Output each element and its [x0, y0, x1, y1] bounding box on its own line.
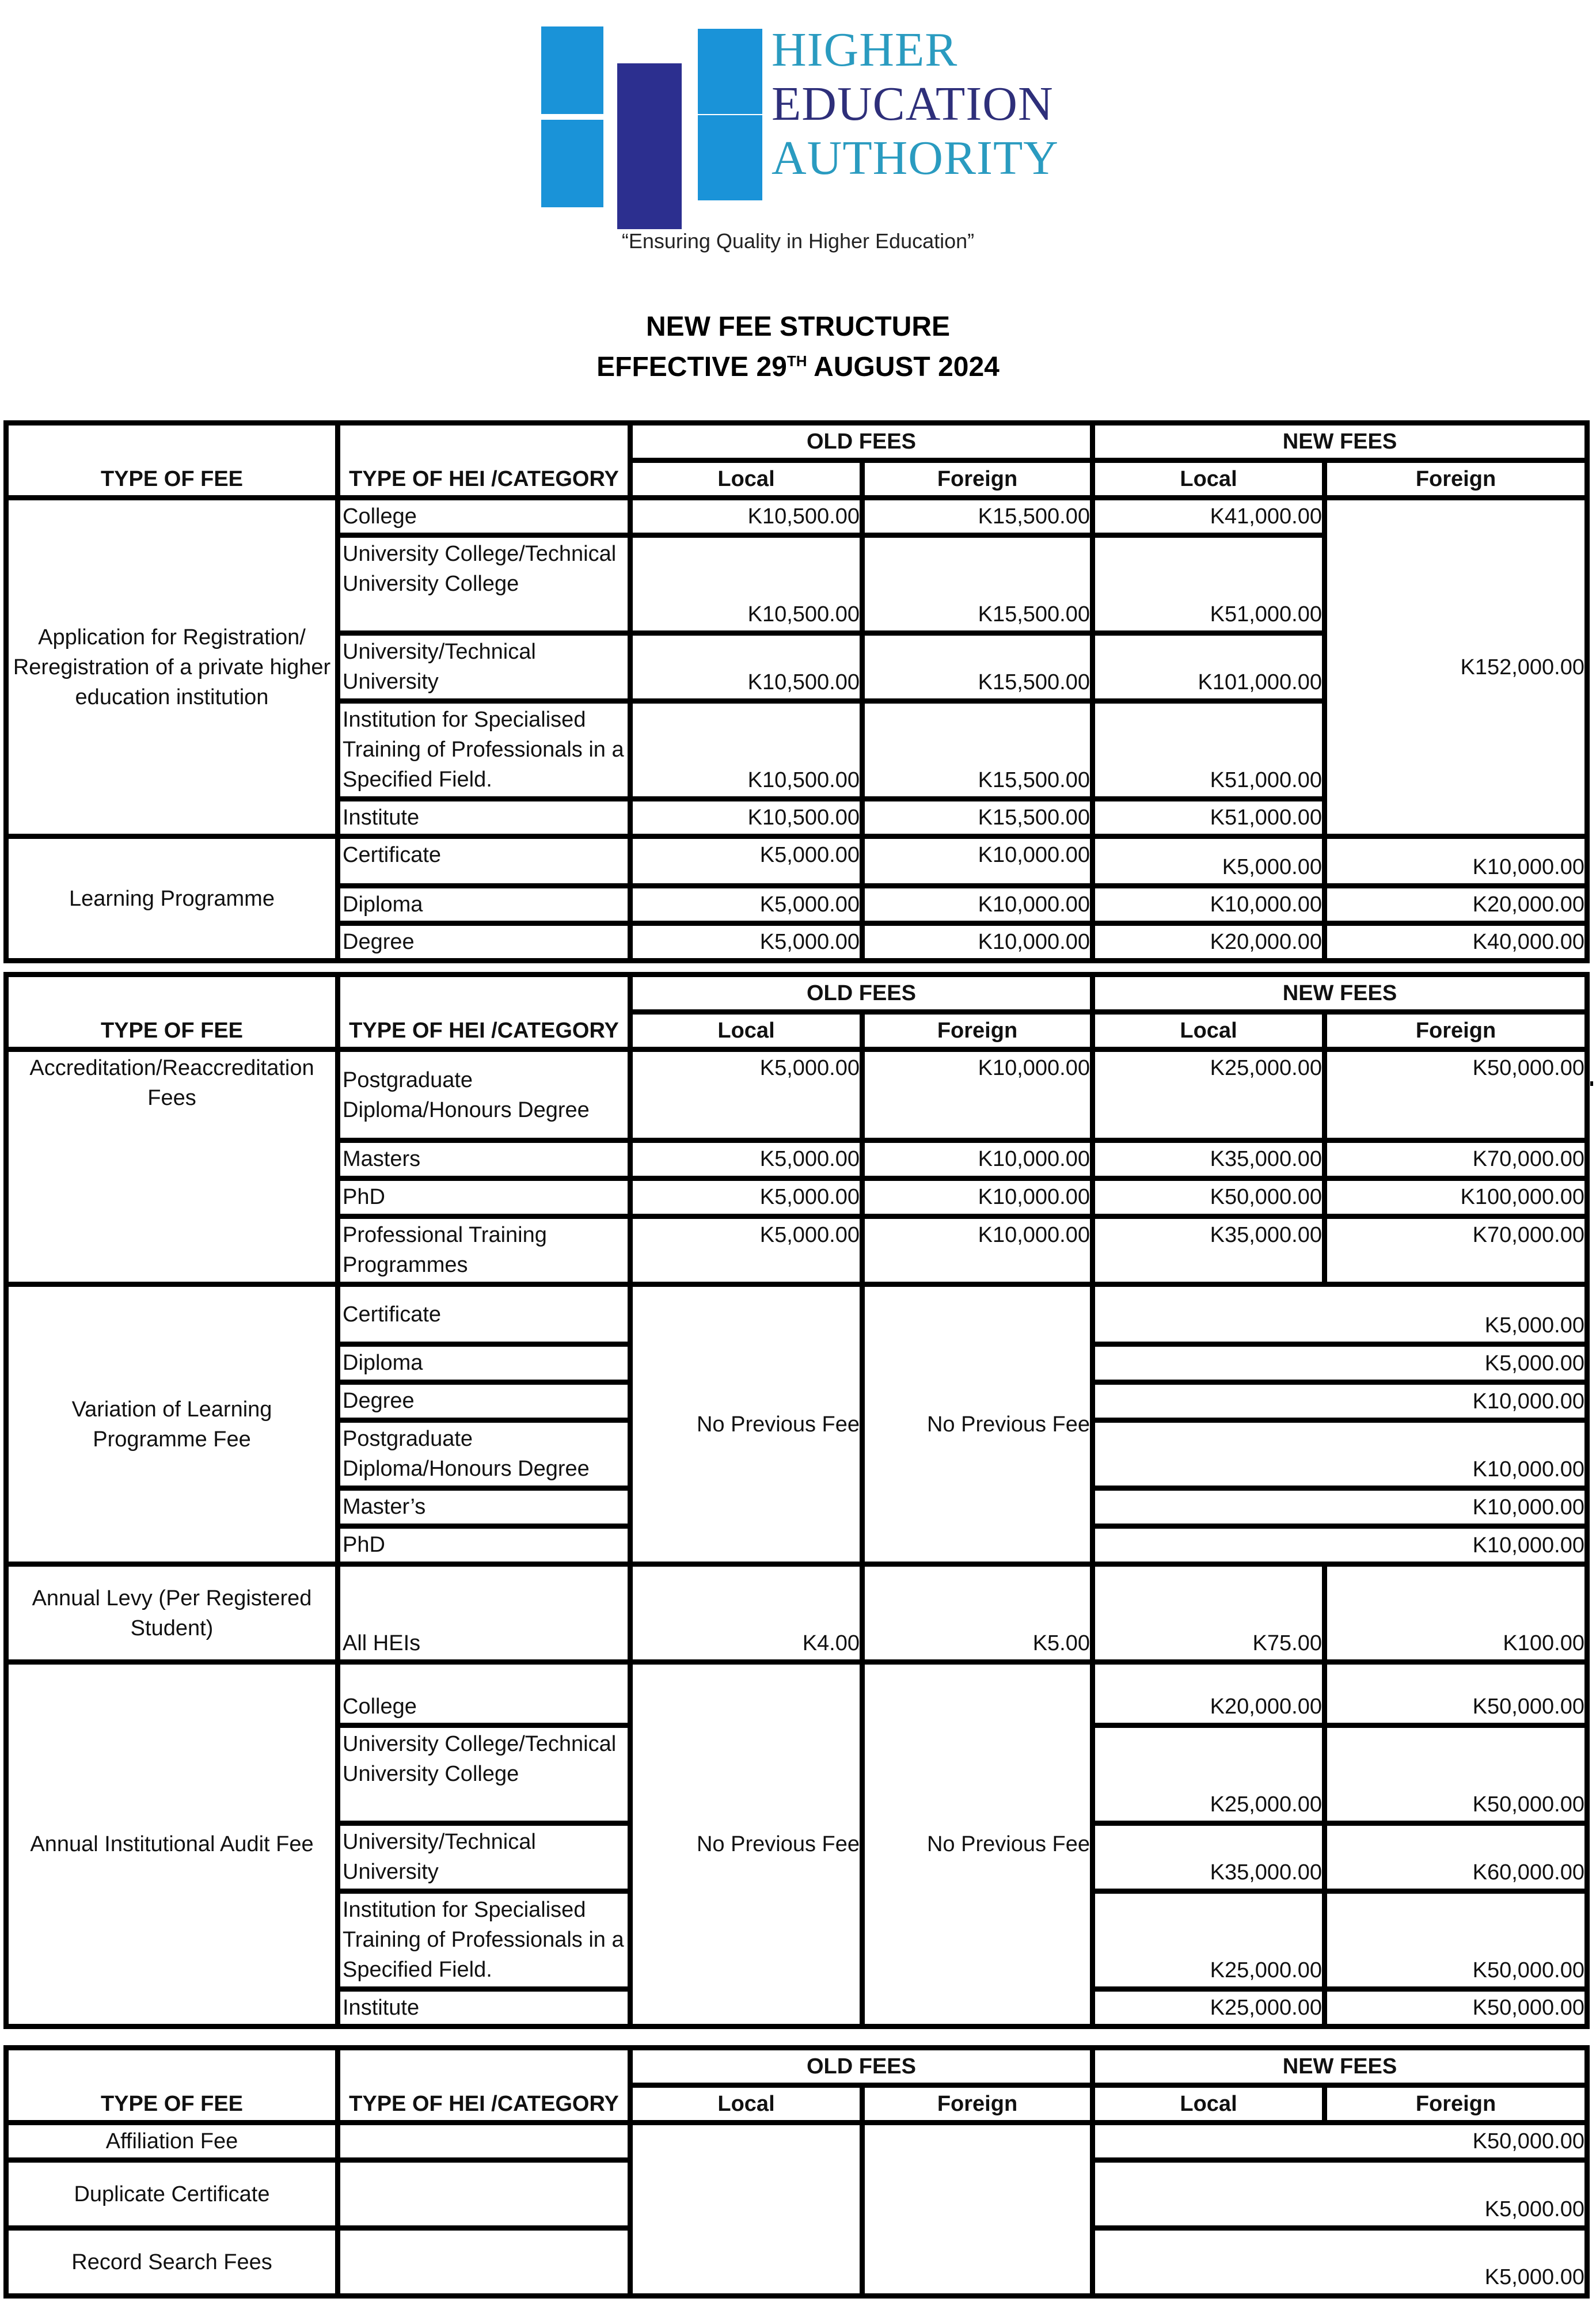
category-cell: College [338, 1662, 630, 1726]
category-cell: Institution for Specialised Training of Professionals in a Specified Field. [338, 1891, 630, 1989]
category-cell: Masters [338, 1141, 630, 1179]
header-old-fees: OLD FEES [630, 975, 1093, 1012]
new-fee: K5,000.00 [1093, 1344, 1587, 1382]
new-local-fee: K35,000.00 [1093, 1217, 1325, 1285]
header-new-fees: NEW FEES [1093, 975, 1587, 1012]
header-old-foreign: Foreign [862, 2085, 1093, 2123]
new-foreign-fee: K100,000.00 [1325, 1179, 1587, 1217]
old-local-fee: K5,000.00 [630, 1217, 862, 1285]
page-title: NEW FEE STRUCTURE [646, 311, 950, 342]
new-local-fee: K20,000.00 [1093, 924, 1325, 961]
category-cell: Institution for Specialised Training of Professionals in a Specified Field. [338, 701, 630, 799]
old-foreign-fee: K10,000.00 [862, 837, 1093, 886]
fee-type-variation: Variation of Learning Programme Fee [6, 1285, 338, 1564]
new-foreign-fee: K40,000.00 [1325, 924, 1587, 961]
new-foreign-fee: K20,000.00 [1325, 886, 1587, 924]
effective-date-prefix: EFFECTIVE 29 [596, 352, 787, 382]
new-foreign-fee: K50,000.00 [1325, 1662, 1587, 1726]
header-old-local: Local [630, 2085, 862, 2123]
category-cell: Certificate [338, 1285, 630, 1344]
header-row-groups [6, 423, 1587, 461]
new-local-fee: K35,000.00 [1093, 1823, 1325, 1891]
old-foreign-fee [862, 2123, 1093, 2296]
new-local-fee: K25,000.00 [1093, 1891, 1325, 1989]
fee-table-accreditation [3, 972, 1590, 2029]
old-local-fee: K5,000.00 [630, 1141, 862, 1179]
stray-mark [1590, 1081, 1593, 1086]
old-local-fee: K10,500.00 [630, 633, 862, 701]
hea-logo [541, 23, 1082, 207]
category-cell: University College/Technical University College [338, 535, 630, 633]
new-foreign-fee: K70,000.00 [1325, 1217, 1587, 1285]
category-cell: Institute [338, 1989, 630, 2027]
old-local-fee: K10,500.00 [630, 535, 862, 633]
new-fee: K5,000.00 [1093, 1285, 1587, 1344]
logo-square-icon [617, 138, 682, 229]
category-cell: Certificate [338, 837, 630, 886]
category-cell: Institute [338, 799, 630, 837]
fee-type-learning-programme: Learning Programme [6, 837, 338, 961]
fee-type-affiliation: Affiliation Fee [6, 2123, 338, 2160]
category-cell [338, 2160, 630, 2228]
old-foreign-fee: No Previous Fee [862, 1662, 1093, 2027]
header-new-foreign: Foreign [1325, 461, 1587, 498]
old-local-fee: K10,500.00 [630, 799, 862, 837]
new-fee: K10,000.00 [1093, 1420, 1587, 1488]
new-local-fee: K20,000.00 [1093, 1662, 1325, 1726]
header-type-of-hei: TYPE OF HEI /CATEGORY [338, 975, 630, 1050]
table-row [6, 837, 1587, 886]
header-new-fees: NEW FEES [1093, 2048, 1587, 2085]
table-row [6, 498, 1587, 535]
tagline: “Ensuring Quality in Higher Education” [621, 229, 975, 253]
new-foreign-fee: K50,000.00 [1325, 1050, 1587, 1141]
new-local-fee: K25,000.00 [1093, 1989, 1325, 2027]
category-cell: Diploma [338, 886, 630, 924]
new-local-fee: K50,000.00 [1093, 1179, 1325, 1217]
logo-square-icon [698, 115, 762, 200]
fee-type-record-search: Record Search Fees [6, 2228, 338, 2296]
old-local-fee: K4.00 [630, 1564, 862, 1662]
table-row [6, 1662, 1587, 1726]
old-foreign-fee: K15,500.00 [862, 535, 1093, 633]
category-cell: Postgraduate Diploma/Honours Degree [338, 1050, 630, 1141]
header-row-groups [6, 975, 1587, 1012]
fee-type-annual-levy: Annual Levy (Per Registered Student) [6, 1564, 338, 1662]
old-local-fee: K5,000.00 [630, 1179, 862, 1217]
old-local-fee [630, 2123, 862, 2296]
category-cell: Degree [338, 1382, 630, 1420]
old-foreign-fee: K10,000.00 [862, 1217, 1093, 1285]
header-new-local: Local [1093, 1012, 1325, 1050]
old-foreign-fee: K15,500.00 [862, 799, 1093, 837]
category-cell: PhD [338, 1179, 630, 1217]
old-local-fee: K10,500.00 [630, 498, 862, 535]
header-type-of-hei: TYPE OF HEI /CATEGORY [338, 423, 630, 498]
new-foreign-fee-registration: K152,000.00 [1325, 498, 1587, 837]
new-fee: K10,000.00 [1093, 1382, 1587, 1420]
new-foreign-fee: K100.00 [1325, 1564, 1587, 1662]
old-foreign-fee: K10,000.00 [862, 924, 1093, 961]
new-foreign-fee: K50,000.00 [1325, 1891, 1587, 1989]
logo-line-3: AUTHORITY [772, 131, 1059, 185]
old-foreign-fee: K10,000.00 [862, 1141, 1093, 1179]
header-new-fees: NEW FEES [1093, 423, 1587, 461]
category-cell [338, 2123, 630, 2160]
logo-square-icon [698, 29, 762, 114]
header-new-foreign: Foreign [1325, 1012, 1587, 1050]
new-local-fee: K10,000.00 [1093, 886, 1325, 924]
new-local-fee: K51,000.00 [1093, 535, 1325, 633]
new-local-fee: K101,000.00 [1093, 633, 1325, 701]
category-cell: Postgraduate Diploma/Honours Degree [338, 1420, 630, 1488]
header-old-foreign: Foreign [862, 461, 1093, 498]
header-new-local: Local [1093, 461, 1325, 498]
new-fee: K10,000.00 [1093, 1526, 1587, 1564]
header-old-local: Local [630, 461, 862, 498]
new-fee: K50,000.00 [1093, 2123, 1587, 2160]
header-type-of-fee: TYPE OF FEE [6, 2048, 338, 2123]
header-type-of-hei: TYPE OF HEI /CATEGORY [338, 2048, 630, 2123]
new-foreign-fee: K50,000.00 [1325, 1989, 1587, 2027]
header-old-fees: OLD FEES [630, 423, 1093, 461]
header-type-of-fee: TYPE OF FEE [6, 975, 338, 1050]
new-local-fee: K25,000.00 [1093, 1050, 1325, 1141]
table-row [6, 1050, 1587, 1141]
old-local-fee: K10,500.00 [630, 701, 862, 799]
category-cell: University College/Technical University College [338, 1726, 630, 1823]
fee-type-audit: Annual Institutional Audit Fee [6, 1662, 338, 2027]
new-foreign-fee: K10,000.00 [1325, 837, 1587, 886]
new-fee: K5,000.00 [1093, 2228, 1587, 2296]
old-foreign-fee: K5.00 [862, 1564, 1093, 1662]
logo-line-2: EDUCATION [772, 77, 1054, 131]
header-new-foreign: Foreign [1325, 2085, 1587, 2123]
old-foreign-fee: K15,500.00 [862, 498, 1093, 535]
category-cell: Professional Training Programmes [338, 1217, 630, 1285]
category-cell: College [338, 498, 630, 535]
table-row [6, 2123, 1587, 2160]
category-cell [338, 2228, 630, 2296]
category-cell: All HEIs [338, 1564, 630, 1662]
header-old-local: Local [630, 1012, 862, 1050]
old-foreign-fee: K15,500.00 [862, 633, 1093, 701]
category-cell: PhD [338, 1526, 630, 1564]
new-local-fee: K35,000.00 [1093, 1141, 1325, 1179]
new-local-fee: K25,000.00 [1093, 1726, 1325, 1823]
new-local-fee: K51,000.00 [1093, 701, 1325, 799]
effective-date-ordinal: TH [786, 352, 807, 370]
new-foreign-fee: K60,000.00 [1325, 1823, 1587, 1891]
header-row-groups [6, 2048, 1587, 2085]
header-type-of-fee: TYPE OF FEE [6, 423, 338, 498]
table-row [6, 1285, 1587, 1344]
new-local-fee: K5,000.00 [1093, 837, 1325, 886]
old-local-fee: K5,000.00 [630, 886, 862, 924]
old-foreign-fee: K10,000.00 [862, 1179, 1093, 1217]
new-foreign-fee: K50,000.00 [1325, 1726, 1587, 1823]
effective-date [0, 351, 1596, 383]
fee-type-accreditation: Accreditation/Reaccreditation Fees [6, 1050, 338, 1285]
category-cell: University/Technical University [338, 1823, 630, 1891]
old-local-fee: No Previous Fee [630, 1662, 862, 2027]
category-cell: Master’s [338, 1488, 630, 1526]
fee-type-duplicate-certificate: Duplicate Certificate [6, 2160, 338, 2228]
header-old-fees: OLD FEES [630, 2048, 1093, 2085]
new-fee: K5,000.00 [1093, 2160, 1587, 2228]
category-cell: University/Technical University [338, 633, 630, 701]
old-foreign-fee: K10,000.00 [862, 1050, 1093, 1141]
effective-date-suffix: AUGUST 2024 [807, 352, 1000, 382]
logo-wordmark [772, 23, 1059, 185]
fee-table-registration [3, 420, 1590, 963]
new-local-fee: K51,000.00 [1093, 799, 1325, 837]
table-row [6, 1564, 1587, 1662]
fee-table-other [3, 2045, 1590, 2299]
logo-line-1: HIGHER [772, 23, 958, 77]
new-fee: K10,000.00 [1093, 1488, 1587, 1526]
logo-square-icon [541, 120, 603, 207]
new-foreign-fee: K70,000.00 [1325, 1141, 1587, 1179]
category-cell: Diploma [338, 1344, 630, 1382]
category-cell: Degree [338, 924, 630, 961]
new-local-fee: K41,000.00 [1093, 498, 1325, 535]
old-foreign-fee: K10,000.00 [862, 886, 1093, 924]
new-local-fee: K75.00 [1093, 1564, 1325, 1662]
logo-square-icon [541, 26, 603, 114]
old-foreign-fee: K15,500.00 [862, 701, 1093, 799]
old-local-fee: K5,000.00 [630, 837, 862, 886]
old-foreign-fee: No Previous Fee [862, 1285, 1093, 1564]
old-local-fee: K5,000.00 [630, 1050, 862, 1141]
header-new-local: Local [1093, 2085, 1325, 2123]
fee-type-registration: Application for Registration/ Reregistration of a private higher education institution [6, 498, 338, 837]
old-local-fee: K5,000.00 [630, 924, 862, 961]
old-local-fee: No Previous Fee [630, 1285, 862, 1564]
header-old-foreign: Foreign [862, 1012, 1093, 1050]
